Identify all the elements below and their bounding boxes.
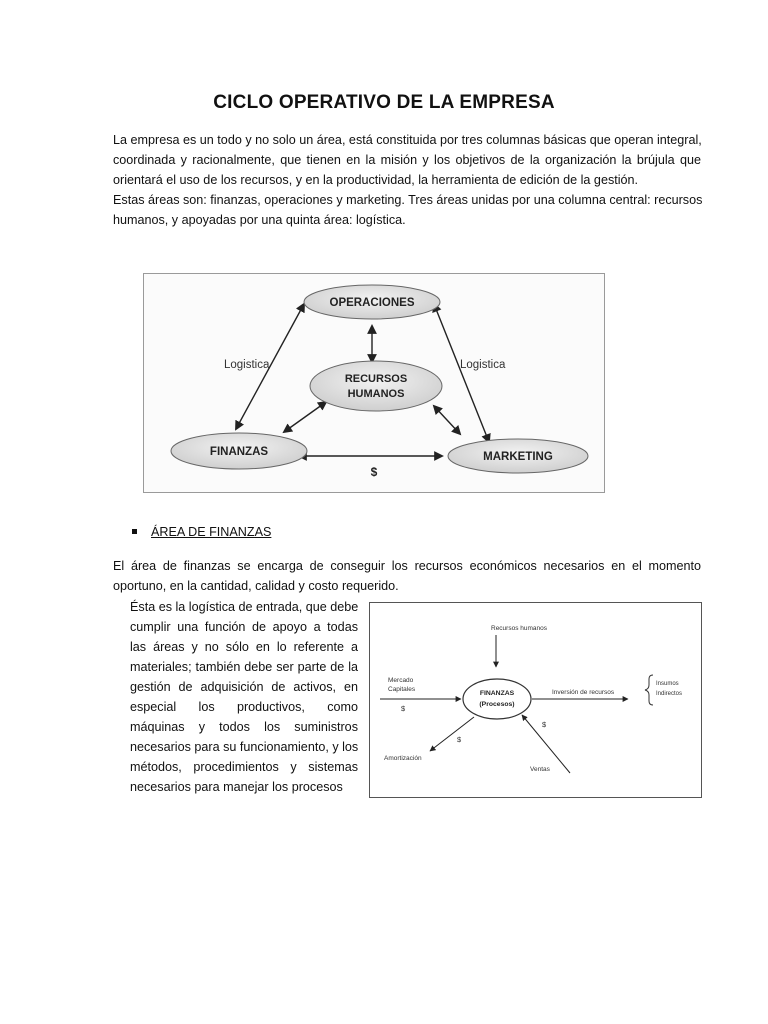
- business-cycle-diagram: [143, 273, 605, 493]
- dollar-label: $: [370, 465, 378, 479]
- side-line: cumplir una función de apoyo a todas: [130, 620, 358, 634]
- mercado-label: Mercado: [388, 677, 414, 684]
- finanzas-line: oportuno, en la cantidad, calidad y costo requerido.: [113, 579, 399, 593]
- recursos-humanos-label: Recursos humanos: [491, 625, 547, 632]
- brace-icon: [645, 675, 653, 705]
- side-line: Ésta es la logística de entrada, que debe: [130, 600, 359, 614]
- finanzas-label: FINANZAS: [209, 446, 269, 458]
- dollar-mid-label: $: [457, 735, 462, 744]
- side-line: máquinas y todos los suministros: [130, 720, 358, 734]
- section-bullet: [132, 525, 271, 539]
- amortizacion-label: Amortización: [384, 755, 422, 762]
- finanzas-node-label: FINANZAS: [479, 690, 515, 697]
- dollar-left-label: $: [401, 704, 406, 713]
- ventas-label: Ventas: [530, 766, 550, 773]
- intro-line: orientará el uso de los recursos, y en la productividad, la herramienta de edición de la gestión.: [113, 173, 639, 187]
- section-heading: ÁREA DE FINANZAS: [151, 525, 272, 539]
- intro-line: coordinada y racionalmente, que tienen en la misión y los objetivos de la organización la brújula que: [113, 153, 701, 167]
- finanzas-line: El área de finanzas se encarga de conseguir los recursos económicos necesarios en el momento: [113, 559, 701, 573]
- marketing-label: MARKETING: [483, 451, 553, 463]
- finanzas-procesos-node: [463, 679, 531, 719]
- finanzas-side-text: [130, 597, 358, 797]
- side-line: necesarios para manejar los procesos: [130, 780, 343, 794]
- side-line: gestión de adquisición de activos, en: [130, 680, 358, 694]
- side-line: métodos, procedimientos y sistemas: [130, 760, 358, 774]
- arrow-amortizacion: [430, 717, 474, 751]
- procesos-node-label: (Procesos): [479, 701, 515, 708]
- capitales-label: Capitales: [388, 686, 416, 693]
- insumos-label: Insumos: [656, 681, 679, 687]
- recursos-label-2: HUMANOS: [347, 388, 405, 400]
- intro-line: La empresa es un todo y no solo un área, está constituida por tres columnas básicas que operan integral,: [113, 133, 702, 147]
- arrow-logistica-right: [434, 304, 489, 442]
- dollar-right-label: $: [542, 720, 547, 729]
- indirectos-label: Indirectos: [656, 691, 683, 697]
- side-line: necesarios para su funcionamiento, y los: [130, 740, 359, 754]
- operaciones-label: OPERACIONES: [329, 297, 415, 309]
- logistica-left-label: Logistica: [224, 359, 270, 371]
- inversion-label: Inversión de recursos: [552, 689, 615, 696]
- intro-line: Estas áreas son: finanzas, operaciones y marketing. Tres áreas unidas por una columna central: recursos: [113, 193, 703, 207]
- page-title: CICLO OPERATIVO DE LA EMPRESA: [213, 92, 555, 113]
- side-line: especial los productivos, como: [130, 700, 358, 714]
- logistica-right-label: Logistica: [460, 359, 506, 371]
- arrow-recursos-finanzas: [284, 402, 326, 432]
- arrow-recursos-marketing: [434, 406, 460, 434]
- bullet-square-icon: [132, 529, 137, 534]
- side-line: las áreas y no sólo en lo referente a: [130, 640, 358, 654]
- finanzas-paragraph: [113, 556, 701, 596]
- recursos-label-1: RECURSOS: [344, 373, 408, 385]
- recursos-humanos-node: [310, 361, 442, 411]
- intro-paragraph: [113, 130, 701, 230]
- side-line: materiales; también debe ser parte de la: [130, 660, 358, 674]
- intro-line: humanos, y apoyadas por una quinta área: logística.: [113, 213, 406, 227]
- finanzas-process-diagram: [369, 602, 702, 798]
